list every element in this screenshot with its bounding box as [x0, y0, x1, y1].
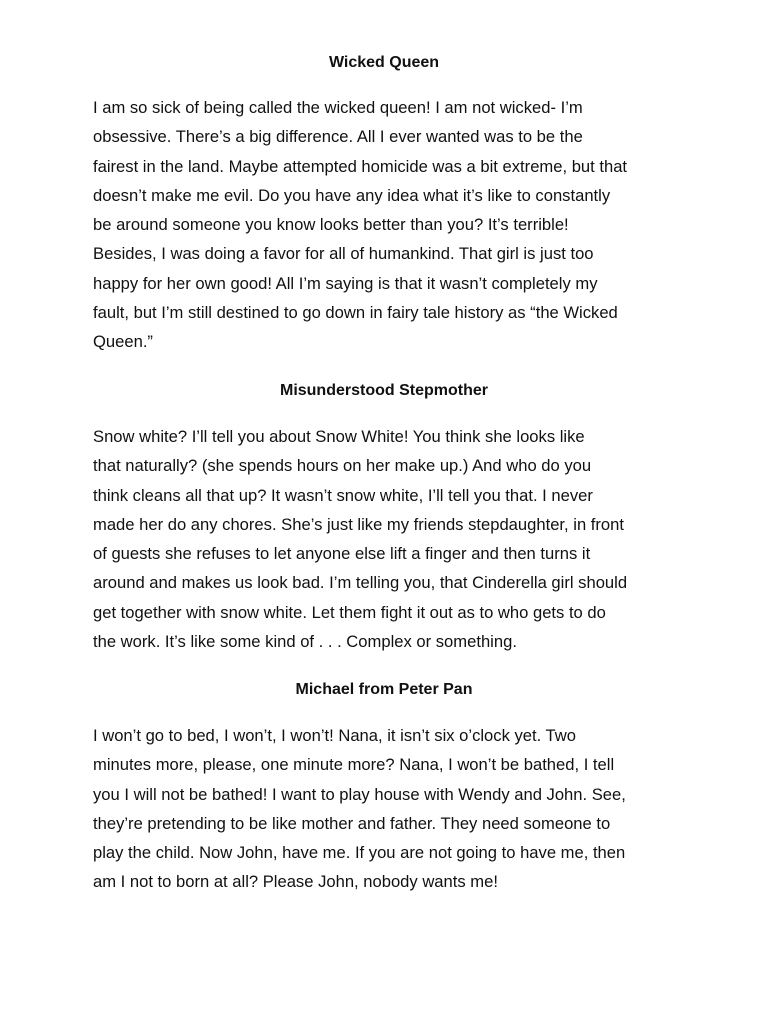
text-line: of guests she refuses to let anyone else lift a finger and then turns it — [93, 544, 591, 564]
text-line: fairest in the land. Maybe attempted homicide was a bit extreme, but that — [93, 156, 628, 176]
text-line: doesn’t make me evil. Do you have any idea what it’s like to constantly — [93, 185, 611, 205]
text-line: Snow white? I’ll tell you about Snow White! You think she looks like — [93, 427, 585, 446]
section-title-wicked-queen: Wicked Queen — [328, 54, 440, 71]
section-body-michael-from-peter-pan — [93, 721, 683, 897]
text-line: I won’t go to bed, I won’t, I won’t! Nana, it isn’t six o’clock yet. Two — [93, 726, 576, 745]
text-line: minutes more, please, one minute more? Nana, I won’t be bathed, I tell — [93, 755, 615, 775]
text-line: fault, but I’m still destined to go down in fairy tale history as “the Wicked — [93, 303, 618, 323]
section-title-michael-from-peter-pan: Michael from Peter Pan — [295, 681, 473, 698]
text-line: Besides, I was doing a favor for all of humankind. That girl is just too — [93, 244, 594, 264]
text-line: they’re pretending to be like mother and father. They need someone to — [93, 813, 611, 833]
text-line: think cleans all that up? It wasn’t snow white, I’ll tell you that. I never — [93, 485, 593, 505]
text-line: obsessive. There’s a big difference. All I ever wanted was to be the — [93, 127, 583, 147]
text-line: get together with snow white. Let them fight it out as to who gets to do — [93, 602, 606, 622]
section-body-misunderstood-stepmother — [93, 422, 683, 656]
text-line: am I not to born at all? Please John, nobody wants me! — [93, 872, 498, 892]
text-line: play the child. Now John, have me. If you are not going to have me, then — [93, 843, 626, 863]
text-line: around and makes us look bad. I’m telling you, that Cinderella girl should — [93, 573, 628, 593]
text-line: be around someone you know looks better than you? It’s terrible! — [93, 215, 569, 235]
text-line: Queen.” — [93, 332, 153, 352]
text-line: made her do any chores. She’s just like my friends stepdaughter, in front — [93, 514, 624, 534]
section-body-wicked-queen — [93, 93, 683, 357]
text-line: the work. It’s like some kind of . . . Complex or something. — [93, 632, 517, 652]
text-line: I am so sick of being called the wicked queen! I am not wicked- I’m — [93, 98, 583, 117]
text-line: you I will not be bathed! I want to play house with Wendy and John. See, — [93, 784, 626, 804]
section-title-misunderstood-stepmother: Misunderstood Stepmother — [279, 382, 488, 399]
text-line: happy for her own good! All I’m saying is that it wasn’t completely my — [93, 273, 598, 293]
text-line: that naturally? (she spends hours on her make up.) And who do you — [93, 456, 592, 476]
